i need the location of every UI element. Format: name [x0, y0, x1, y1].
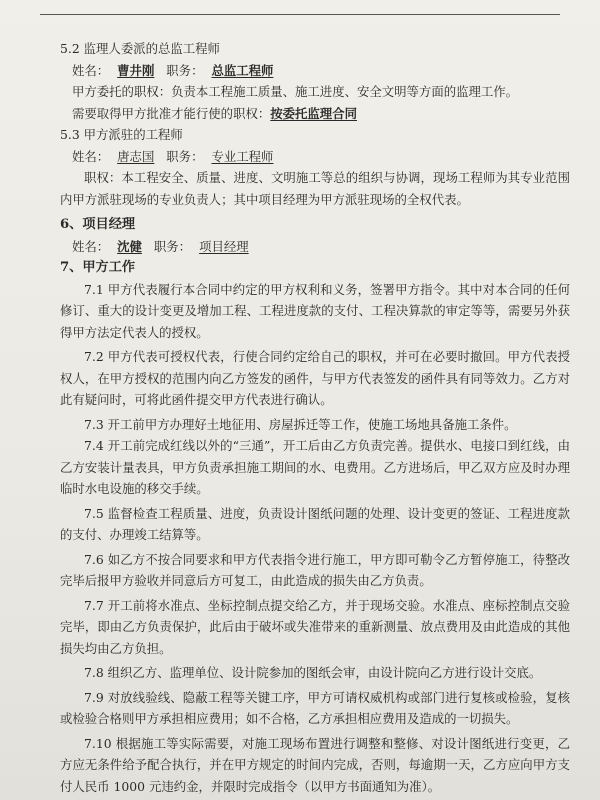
section-7-heading: 7、甲方工作 — [60, 260, 136, 275]
pm-name: 沈健 — [117, 238, 142, 254]
engineer-duty: 职权：本工程安全、质量、进度、文明施工等总的组织与协调，现场工程师为其专业范围内甲方派驻现场的专业负责人；其中项目经理为甲方派驻现场的全权代表。 — [60, 170, 570, 207]
name-label: 姓名： — [72, 238, 110, 254]
engineer-role: 专业工程师 — [211, 148, 274, 164]
name-label: 姓名： — [72, 62, 110, 78]
approval-label: 需要取得甲方批准才能行使的职权： — [72, 105, 271, 121]
clause-7-7: 7.7 开工前将水准点、坐标控制点提交给乙方，并于现场交验。水准点、座标控制点交验完毕，即由乙方负责保护，此后由于破坏或失准带来的重新测量、放点费用及由此造成的其他损失均由乙方负担。 — [60, 597, 570, 656]
section-5-3-title: 5.3 甲方派驻的工程师 — [60, 127, 183, 142]
supervisor-name: 曹井刚 — [117, 62, 155, 78]
supervisor-name-line — [60, 60, 570, 82]
pm-role: 项目经理 — [199, 238, 249, 254]
clause-7-9: 7.9 对放线验线、隐蔽工程等关键工序，甲方可请权威机构或部门进行复核或检验，复核或检验合格则甲方承担相应费用；如不合格，乙方承担相应费用及造成的一切损失。 — [60, 689, 570, 726]
clause-7-1: 7.1 甲方代表履行本合同中约定的甲方权利和义务，签署甲方指令。其中对本合同的任何修订、重大的设计变更及增加工程、工程进度款的支付、工程决算款的审定等等，需要另外获得甲方法定代表人的授权。 — [60, 281, 570, 340]
role-label: 职务： — [166, 62, 204, 78]
approval-line — [60, 103, 570, 125]
role-label: 职务： — [153, 238, 192, 254]
section-6-heading: 6、项目经理 — [60, 217, 136, 232]
name-label: 姓名： — [72, 148, 110, 164]
approval-value: 按委托监理合同 — [270, 105, 357, 121]
engineer-name-line — [60, 146, 570, 168]
role-label: 职务： — [166, 148, 204, 164]
section-5-2-title: 5.2 监理人委派的总监工程师 — [60, 41, 220, 56]
clause-7-10: 7.10 根据施工等实际需要，对施工现场布置进行调整和整修、对设计图纸进行变更，乙方应无条件给予配合执行，并在甲方规定的时间内完成，否则，每逾期一天，乙方应向甲方支付人民币 1000 元违约金，并限时完成指令（以甲方书面通知为准）。 — [60, 735, 570, 794]
pm-name-line — [60, 236, 570, 258]
clause-7-5: 7.5 监督检查工程质量、进度，负责设计图纸问题的处理、设计变更的签证、工程进度款的支付、办理竣工结算等。 — [60, 505, 570, 542]
clause-7-2: 7.2 甲方代表可授权代表，行使合同约定给自己的职权，并可在必要时撤回。甲方代表授权人，在甲方授权的范围内向乙方签发的函件，与甲方代表签发的函件具有同等效力。乙方对此有疑问时，可将此函件提交甲方代表进行确认。 — [60, 349, 570, 407]
clause-7-8: 7.8 组织乙方、监理单位、设计院参加的图纸会审，由设计院向乙方进行设计交底。 — [84, 665, 542, 680]
supervisor-role: 总监工程师 — [211, 62, 274, 78]
clause-7-3: 7.3 开工前甲方办理好土地征用、房屋拆迁等工作，使施工场地具备施工条件。 — [84, 416, 517, 432]
supervisor-authority: 甲方委托的职权：负责本工程施工质量、施工进度、安全文明等方面的监理工作。 — [72, 84, 519, 99]
clause-7-4: 7.4 开工前完成红线以外的“三通”，开工后由乙方负责完善。提供水、电接口到红线，由乙方安装计量表具，甲方负责承担施工期间的水、电费用。乙方进场后，甲乙双方应及时办理临时水电设施的移交手续。 — [60, 438, 570, 496]
top-rule — [40, 14, 560, 15]
clause-7-6: 7.6 如乙方不按合同要求和甲方代表指令进行施工，甲方即可勒令乙方暂停施工，待整改完毕后报甲方验收并同意后方可复工，由此造成的损失由乙方负责。 — [60, 551, 570, 588]
engineer-name: 唐志国 — [117, 148, 155, 164]
